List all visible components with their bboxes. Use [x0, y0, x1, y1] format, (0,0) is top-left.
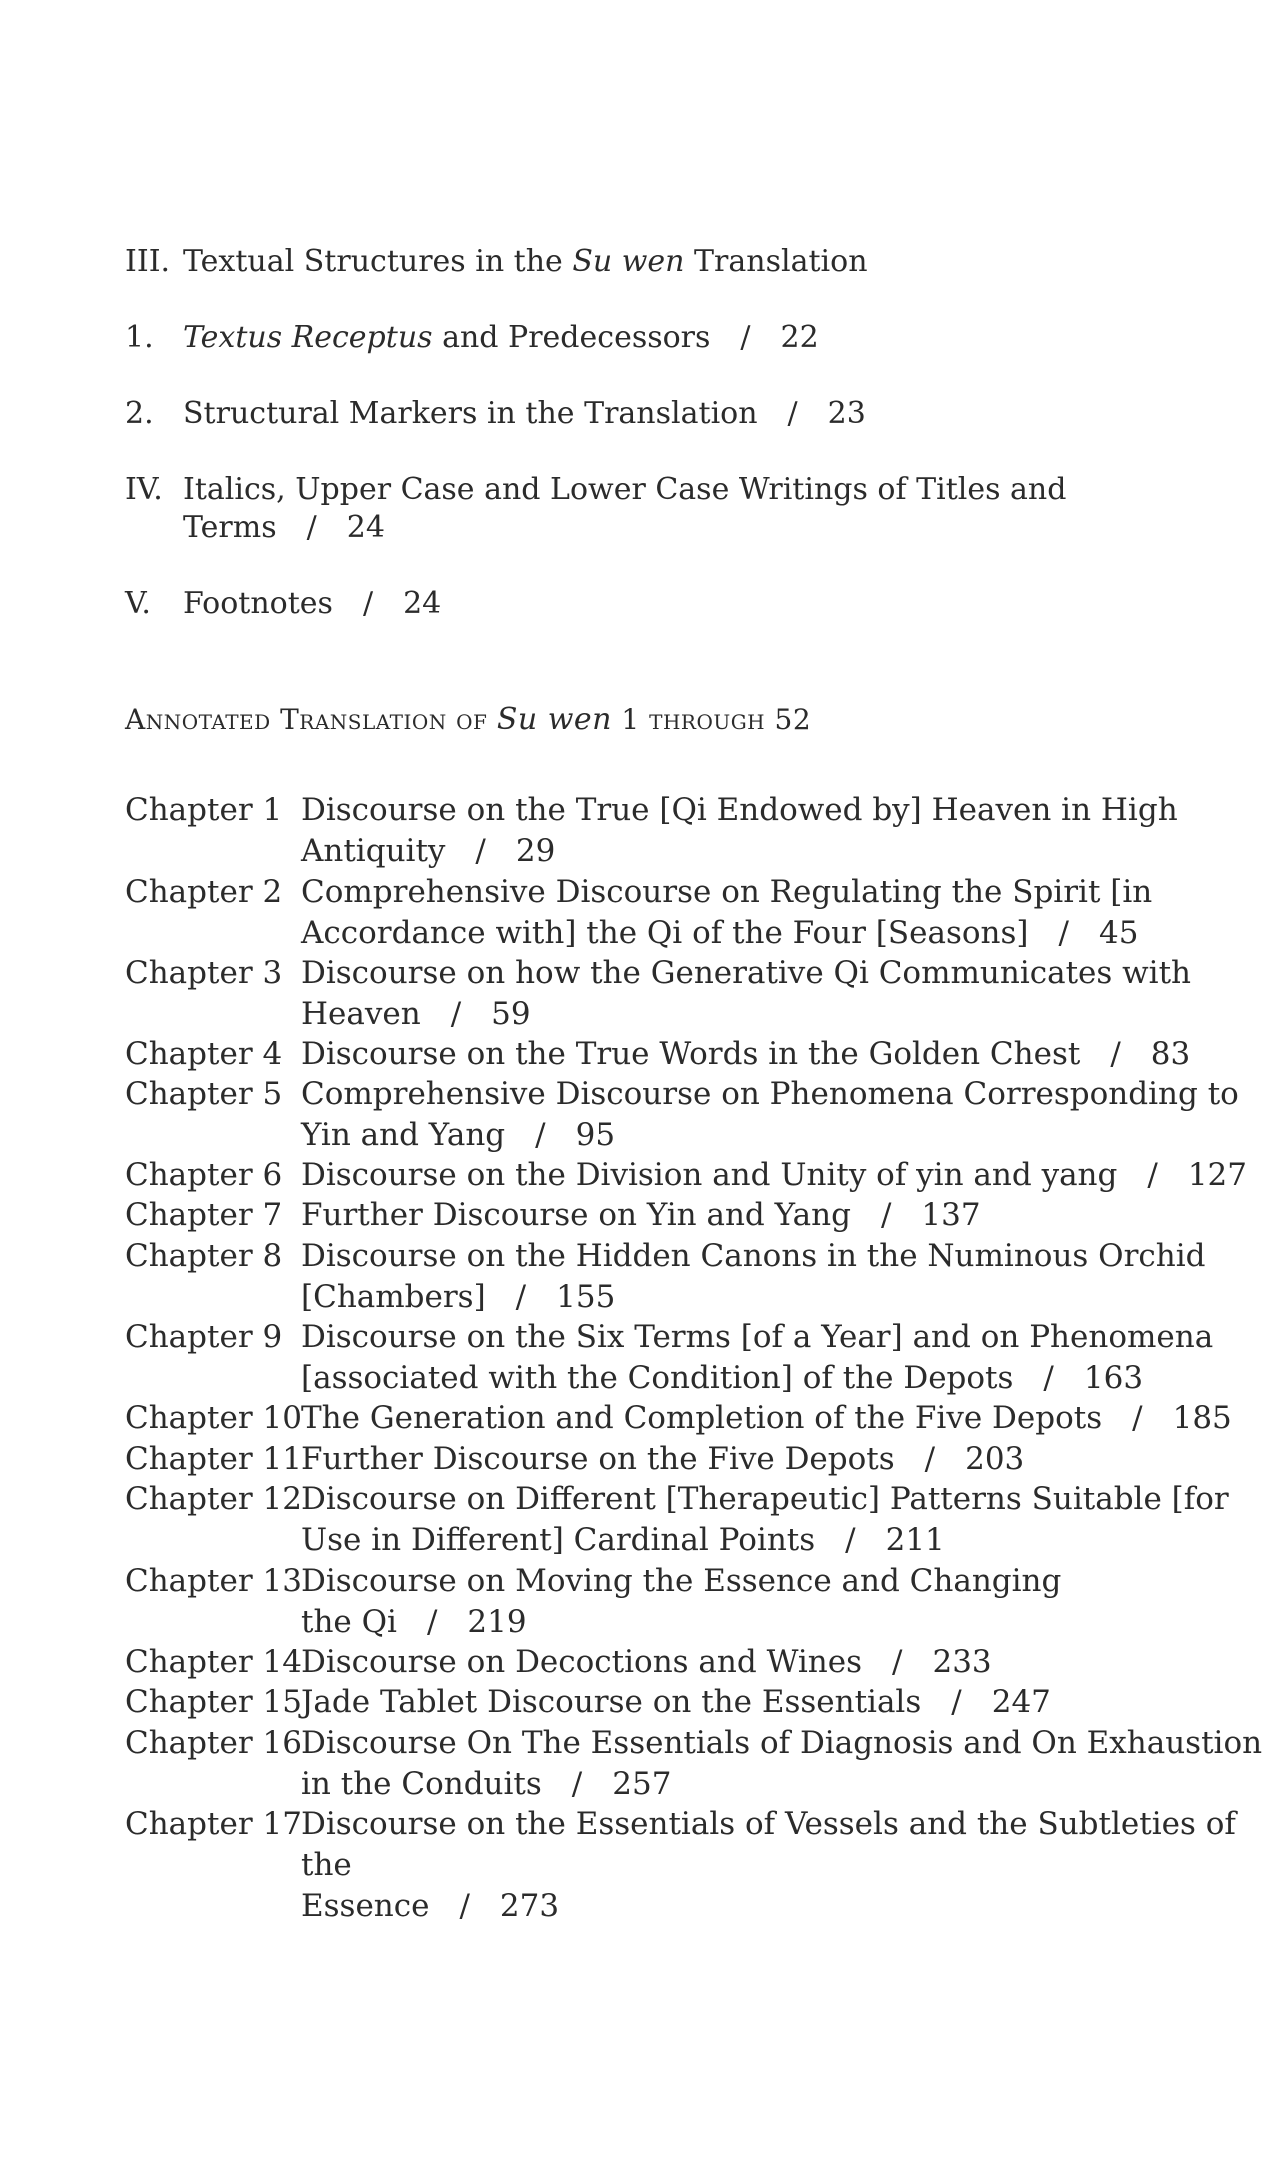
- chapter-title-line1: [301, 1642, 1280, 1683]
- page-separator: /: [571, 1766, 583, 1802]
- chapter-title-text: Comprehensive Discourse on Regulating the Spirit [in: [301, 874, 1153, 910]
- chapter-title-text: Discourse on the True Words in the Golden Chest: [301, 1036, 1081, 1072]
- chapter-title-line1: [301, 1317, 1280, 1358]
- chapter-entry: [125, 1236, 1206, 1318]
- page-number: 273: [499, 1888, 560, 1924]
- chapter-title: [301, 1317, 1280, 1399]
- chapter-label: Chapter 9: [125, 1319, 283, 1355]
- outline-number: 2.: [125, 396, 154, 431]
- chapter-title: [301, 1398, 1280, 1439]
- chapter-title-text: Heaven: [301, 996, 421, 1032]
- chapter-label: Chapter 5: [125, 1076, 283, 1112]
- chapter-entry: [125, 1034, 1191, 1075]
- chapter-title-text: Jade Tablet Discourse on the Essentials: [301, 1684, 922, 1720]
- chapter-title-line1: [301, 1439, 1280, 1480]
- page-number: 59: [491, 996, 531, 1032]
- chapter-title-text: Discourse on the Division and Unity of yin and yang: [301, 1157, 1118, 1193]
- chapter-entry: [125, 1398, 1232, 1439]
- outline-title: [183, 394, 866, 434]
- chapter-title-text: Further Discourse on Yin and Yang: [301, 1197, 851, 1233]
- chapter-title: [301, 872, 1280, 954]
- chapter-title-text: Discourse on Different [Therapeutic] Patterns Suitable [for: [301, 1481, 1229, 1517]
- chapter-title-line1: [301, 1074, 1280, 1115]
- chapter-title: [301, 1561, 1280, 1643]
- chapter-title-line2: [301, 1277, 1280, 1318]
- page-separator: /: [306, 510, 317, 545]
- chapter-title-line1: [301, 1398, 1280, 1439]
- page-separator: /: [845, 1522, 856, 1558]
- page-separator: /: [535, 1117, 546, 1153]
- chapter-title-line1: [301, 1479, 1280, 1520]
- chapter-title: [301, 953, 1280, 1035]
- chapter-title: [301, 1236, 1280, 1318]
- page-number: 233: [932, 1644, 992, 1680]
- section-heading: [125, 700, 811, 740]
- page-number: 185: [1172, 1400, 1232, 1436]
- page-separator: /: [459, 1888, 470, 1924]
- page-number: 45: [1098, 915, 1139, 951]
- page-number: 29: [515, 833, 556, 869]
- chapter-title-line2: [301, 1358, 1280, 1399]
- chapter-title-text: [Chambers]: [301, 1279, 486, 1315]
- section-heading-italic: Su wen: [496, 702, 612, 737]
- page-number: 127: [1187, 1157, 1247, 1193]
- page-number: 24: [403, 586, 442, 621]
- page-separator: /: [1110, 1036, 1121, 1072]
- chapter-entry: [125, 1317, 1214, 1399]
- chapter-label: Chapter 6: [125, 1157, 283, 1193]
- outline-number: 1.: [125, 320, 154, 355]
- chapter-title: [301, 1155, 1280, 1196]
- page-separator: /: [515, 1279, 527, 1315]
- chapter-label: Chapter 4: [125, 1036, 283, 1072]
- chapter-label: Chapter 14: [125, 1644, 302, 1680]
- chapter-entry: [125, 790, 1185, 872]
- page-number: 211: [885, 1522, 945, 1558]
- chapter-title: [301, 1195, 1280, 1236]
- page-separator: /: [787, 396, 798, 431]
- chapter-title: [301, 1723, 1280, 1805]
- page-number: 137: [921, 1197, 981, 1233]
- outline-title-italic: Textus Receptus: [183, 320, 433, 355]
- chapter-entry: [125, 1804, 1236, 1924]
- outline-title-part: Structural Markers in the Translation: [183, 396, 758, 431]
- chapter-title: [301, 1682, 1280, 1723]
- chapter-title: [301, 1074, 1280, 1156]
- outline-title-part: and Predecessors: [432, 320, 711, 355]
- chapter-title-line2: [301, 1520, 1280, 1561]
- outline-title-part: Terms: [183, 510, 277, 545]
- chapter-title-line1: [301, 1155, 1280, 1196]
- page-separator: /: [880, 1197, 892, 1233]
- chapter-title-line1: [301, 1034, 1280, 1075]
- chapter-entry: [125, 1155, 1247, 1196]
- chapter-title-line1: [301, 1195, 1280, 1236]
- chapter-title-text: Discourse on Moving the Essence and Changing: [301, 1563, 1062, 1599]
- outline-number: IV.: [125, 472, 163, 507]
- chapter-title-line1: [301, 1682, 1280, 1723]
- page-number: 95: [575, 1117, 616, 1153]
- chapter-label: Chapter 16: [125, 1725, 302, 1761]
- chapter-title-line1: [301, 790, 1280, 831]
- outline-number: V.: [125, 586, 151, 621]
- page-separator: /: [426, 1604, 438, 1640]
- chapter-title-text: in the Conduits: [301, 1766, 542, 1802]
- chapter-title-line1: [301, 872, 1280, 913]
- outline-entry-4: [125, 470, 1125, 550]
- page-number: 83: [1150, 1036, 1191, 1072]
- page-separator: /: [475, 833, 486, 869]
- chapter-label: Chapter 1: [125, 792, 283, 828]
- chapter-label: Chapter 13: [125, 1563, 302, 1599]
- chapter-title-text: Further Discourse on the Five Depots: [301, 1441, 895, 1477]
- chapter-entry: [125, 1561, 1185, 1643]
- chapter-entry: [125, 872, 1185, 954]
- page-separator: /: [362, 586, 374, 621]
- chapter-title-text: [associated with the Condition] of the Depots: [301, 1360, 1014, 1396]
- outline-title-part: Translation: [684, 244, 868, 279]
- page-number: 23: [827, 396, 866, 431]
- page-number: 247: [991, 1684, 1051, 1720]
- chapter-title-line2: [301, 1602, 1280, 1643]
- chapter-title: [301, 1034, 1280, 1075]
- page-number: 24: [346, 510, 385, 545]
- chapter-title: [301, 1439, 1280, 1480]
- chapter-title-line2: [301, 831, 1280, 872]
- chapter-title-text: Antiquity: [301, 833, 446, 869]
- page-number: 203: [965, 1441, 1025, 1477]
- chapter-title-text: The Generation and Completion of the Five Depots: [301, 1400, 1103, 1436]
- outline-title-line1: Italics, Upper Case and Lower Case Writings of Titles and: [183, 472, 1067, 507]
- chapter-title-text: Accordance with] the Qi of the Four [Seasons]: [301, 915, 1029, 951]
- chapter-title-line2: [301, 1115, 1280, 1156]
- page-separator: /: [1132, 1400, 1143, 1436]
- chapter-label: Chapter 11: [125, 1441, 302, 1477]
- page-number: 163: [1083, 1360, 1144, 1396]
- chapter-title-text: Discourse on the Hidden Canons in the Numinous Orchid: [301, 1238, 1206, 1274]
- page-separator: /: [924, 1441, 936, 1477]
- chapter-entry: [125, 1074, 1239, 1156]
- section-heading-text: Annotated Translation of: [125, 703, 497, 736]
- page-separator: /: [1058, 915, 1069, 951]
- chapter-title-line1: [301, 1804, 1280, 1886]
- chapter-title-line1: [301, 953, 1280, 994]
- chapter-title-text: Essence: [301, 1888, 430, 1924]
- chapter-title-line1: [301, 1723, 1280, 1764]
- chapter-title-text: the Qi: [301, 1604, 397, 1640]
- chapter-title-line2: [301, 1886, 1280, 1927]
- outline-title: [183, 242, 868, 282]
- outline-number: III.: [125, 244, 171, 279]
- chapter-title-text: Use in Different] Cardinal Points: [301, 1522, 816, 1558]
- chapter-entry: [125, 1723, 1263, 1805]
- chapter-entry: [125, 1195, 1185, 1236]
- chapter-label: Chapter 12: [125, 1481, 302, 1517]
- page-separator: /: [951, 1684, 962, 1720]
- chapter-title: [301, 790, 1280, 872]
- chapter-title-line2: [301, 1764, 1280, 1805]
- chapter-title-line2: [301, 994, 1280, 1035]
- chapter-title-text: Discourse on Decoctions and Wines: [301, 1644, 863, 1680]
- chapter-entry: [125, 1439, 1185, 1480]
- chapter-title-text: Yin and Yang: [301, 1117, 506, 1153]
- chapter-entry: [125, 1642, 1185, 1683]
- chapter-label: Chapter 10: [125, 1400, 302, 1436]
- page-number: 257: [612, 1766, 672, 1802]
- chapter-title-text: Discourse On The Essentials of Diagnosis and On Exhaustion: [301, 1725, 1263, 1761]
- section-heading-text: 1 through 52: [611, 703, 812, 736]
- chapter-entry: [125, 1682, 1185, 1723]
- chapter-title-text: Comprehensive Discourse on Phenomena Corresponding to: [301, 1076, 1239, 1112]
- page-separator: /: [1147, 1157, 1158, 1193]
- chapter-label: Chapter 8: [125, 1238, 283, 1274]
- outline-title: [183, 584, 441, 624]
- page-separator: /: [1043, 1360, 1054, 1396]
- chapter-entry: [125, 1479, 1229, 1561]
- chapter-title-line1: [301, 1236, 1280, 1277]
- chapter-title-line2: [301, 913, 1280, 954]
- page-number: 155: [556, 1279, 616, 1315]
- page-number: 22: [780, 320, 819, 355]
- page-separator: /: [740, 320, 751, 355]
- chapter-title-text: Discourse on the Six Terms [of a Year] and on Phenomena: [301, 1319, 1214, 1355]
- page-separator: /: [892, 1644, 903, 1680]
- chapter-label: Chapter 7: [125, 1197, 283, 1233]
- chapter-title: [301, 1804, 1280, 1927]
- chapter-title: [301, 1642, 1280, 1683]
- chapter-title-text: Discourse on how the Generative Qi Communicates with: [301, 955, 1192, 991]
- chapter-title: [301, 1479, 1280, 1561]
- page-number: 219: [467, 1604, 527, 1640]
- chapter-label: Chapter 17: [125, 1806, 302, 1842]
- chapter-title-text: Discourse on the True [Qi Endowed by] Heaven in High: [301, 792, 1178, 828]
- chapter-label: Chapter 2: [125, 874, 283, 910]
- chapter-label: Chapter 15: [125, 1684, 302, 1720]
- chapter-title-text: Discourse on the Essentials of Vessels and the Subtleties of the: [301, 1806, 1236, 1883]
- chapter-title-line1: [301, 1561, 1280, 1602]
- page-separator: /: [450, 996, 462, 1032]
- outline-title: [183, 318, 819, 358]
- outline-title-part: Footnotes: [183, 586, 333, 621]
- outline-title-line2: [183, 508, 385, 548]
- chapter-label: Chapter 3: [125, 955, 283, 991]
- outline-title-part: Textual Structures in the: [183, 244, 573, 279]
- chapter-entry: [125, 953, 1192, 1035]
- outline-title-italic: Su wen: [572, 244, 685, 279]
